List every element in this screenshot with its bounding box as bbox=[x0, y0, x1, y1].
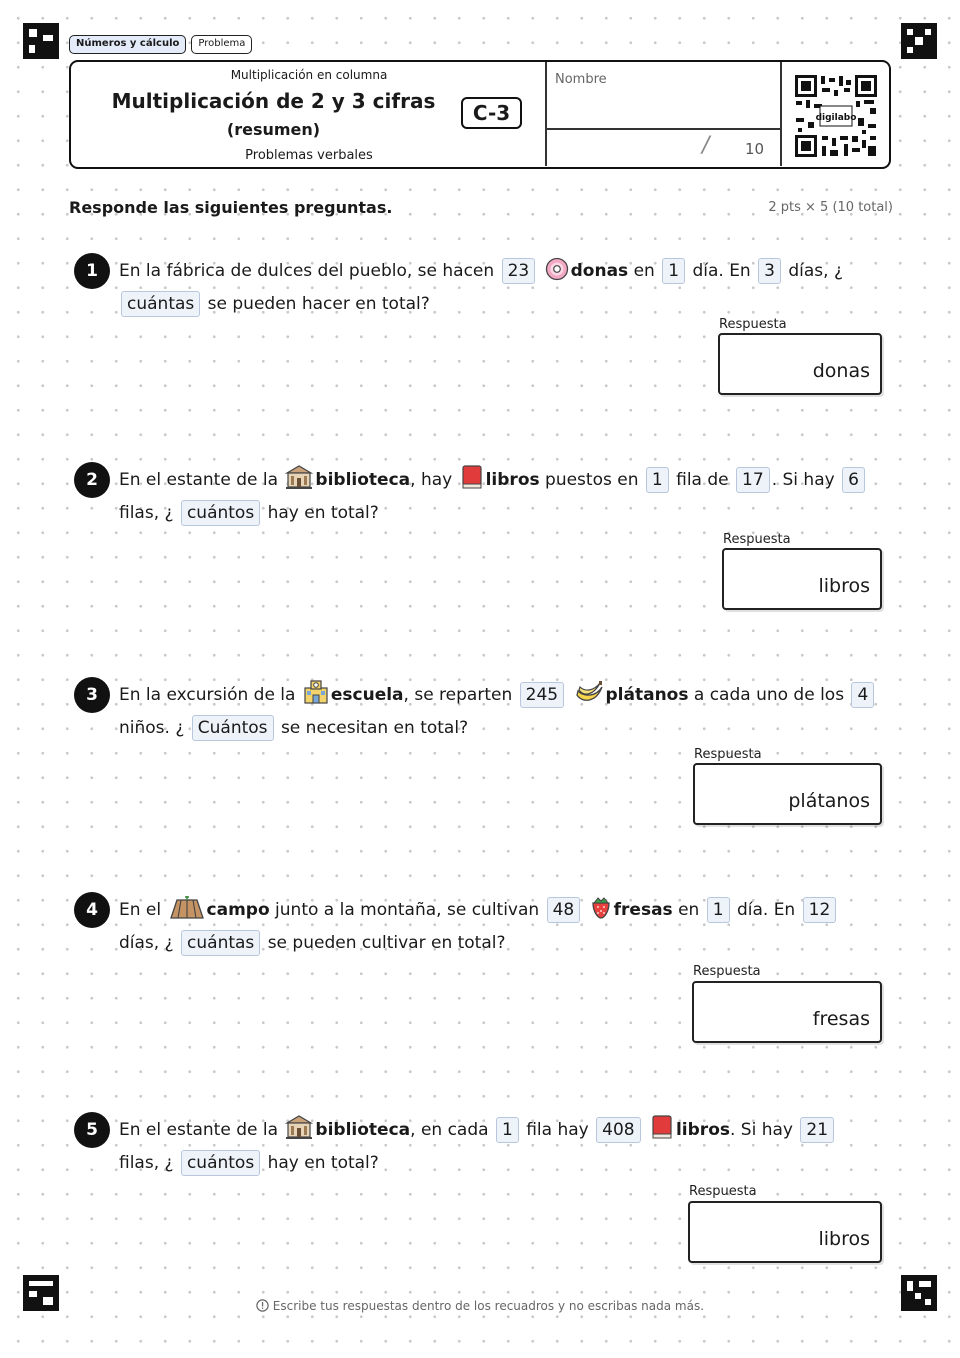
library-icon bbox=[285, 464, 313, 490]
worksheet-code-badge: C-3 bbox=[461, 97, 522, 129]
strawberry-icon bbox=[590, 894, 612, 920]
header-divider bbox=[545, 128, 781, 130]
item-word: fresas bbox=[613, 900, 673, 920]
question-word: cuántos bbox=[181, 500, 260, 526]
answer-box[interactable] bbox=[692, 981, 882, 1043]
answer-unit: fresas bbox=[812, 1008, 870, 1030]
problem-number: 3 bbox=[74, 677, 110, 713]
text-segment: En el estante de la bbox=[119, 1120, 279, 1140]
text-segment: en bbox=[678, 900, 700, 920]
text-segment: días, ¿ bbox=[119, 933, 174, 953]
item-word: libros bbox=[485, 470, 540, 490]
number-box: 6 bbox=[842, 467, 865, 493]
answer-unit: libros bbox=[818, 1228, 870, 1250]
header-category: Problemas verbales bbox=[245, 148, 373, 163]
banana-icon bbox=[574, 679, 604, 705]
qr-label: digilabo bbox=[815, 113, 857, 123]
place-word: biblioteca bbox=[315, 1120, 411, 1140]
text-segment: En la fábrica de dulces del pueblo, se hacen bbox=[119, 261, 495, 281]
number-box: 1 bbox=[646, 467, 669, 493]
header-divider bbox=[545, 62, 547, 166]
number-box: 17 bbox=[736, 467, 770, 493]
points-info: 2 pts × 5 (10 total) bbox=[768, 200, 893, 215]
number-box: 408 bbox=[596, 1117, 640, 1143]
text-segment: En el estante de la bbox=[119, 470, 279, 490]
book-icon bbox=[460, 464, 484, 490]
book-icon bbox=[650, 1114, 674, 1140]
number-box: 1 bbox=[662, 258, 685, 284]
answer-unit: donas bbox=[812, 360, 870, 382]
item-word: plátanos bbox=[605, 685, 689, 705]
text-segment: En el bbox=[119, 900, 162, 920]
place-word: escuela bbox=[330, 685, 404, 705]
library-icon bbox=[285, 1114, 313, 1140]
item-word: donas bbox=[570, 261, 629, 281]
number-box: 23 bbox=[502, 258, 536, 284]
answer-label: Respuesta bbox=[719, 317, 787, 332]
number-box: 48 bbox=[547, 897, 581, 923]
text-segment: junto a la montaña, se cultivan bbox=[275, 900, 540, 920]
donut-icon bbox=[545, 257, 569, 281]
problem-number: 4 bbox=[74, 892, 110, 928]
text-segment: , en cada bbox=[410, 1120, 489, 1140]
answer-box[interactable] bbox=[693, 763, 882, 825]
tag-numbers: Números y cálculo bbox=[69, 35, 186, 54]
text-segment: día. En bbox=[736, 900, 796, 920]
corner-marker-top-right bbox=[901, 23, 937, 59]
text-segment: filas, ¿ bbox=[119, 503, 174, 523]
corner-marker-top-left bbox=[23, 23, 59, 59]
problem-text bbox=[119, 894, 879, 960]
number-box: 12 bbox=[803, 897, 837, 923]
tag-row bbox=[69, 35, 252, 54]
answer-unit: plátanos bbox=[788, 790, 870, 812]
info-icon bbox=[256, 1299, 269, 1312]
footer-text: Escribe tus respuestas dentro de los recuadros y no escribas nada más. bbox=[272, 1299, 705, 1313]
name-field-label: Nombre bbox=[555, 72, 607, 87]
number-box: 3 bbox=[758, 258, 781, 284]
question-word: Cuántos bbox=[192, 715, 274, 741]
item-word: libros bbox=[675, 1120, 730, 1140]
text-segment: puestos en bbox=[545, 470, 639, 490]
text-segment: . Si hay bbox=[730, 1120, 793, 1140]
answer-box[interactable] bbox=[718, 333, 882, 395]
text-segment: días, ¿ bbox=[788, 261, 843, 281]
answer-label: Respuesta bbox=[689, 1184, 757, 1199]
problem-text bbox=[119, 679, 879, 745]
question-word: cuántas bbox=[181, 930, 260, 956]
answer-label: Respuesta bbox=[723, 532, 791, 547]
number-box: 1 bbox=[707, 897, 730, 923]
page-title: Multiplicación de 2 y 3 cifras bbox=[111, 89, 436, 113]
text-segment: filas, ¿ bbox=[119, 1153, 174, 1173]
answer-box[interactable] bbox=[688, 1201, 882, 1263]
answer-label: Respuesta bbox=[694, 747, 762, 762]
tag-problem: Problema bbox=[191, 35, 252, 54]
problem-number: 2 bbox=[74, 462, 110, 498]
place-word: biblioteca bbox=[315, 470, 411, 490]
problem-text bbox=[119, 255, 879, 321]
answer-label: Respuesta bbox=[693, 964, 761, 979]
text-segment: se pueden hacer en total? bbox=[207, 294, 430, 314]
problem-text bbox=[119, 464, 879, 530]
problem-number: 5 bbox=[74, 1112, 110, 1148]
answer-box[interactable] bbox=[722, 548, 882, 610]
qr-code bbox=[794, 74, 878, 158]
text-segment: se necesitan en total? bbox=[280, 718, 469, 738]
text-segment: fila hay bbox=[526, 1120, 589, 1140]
problem-number: 1 bbox=[74, 253, 110, 289]
question-word: cuántas bbox=[121, 291, 200, 317]
text-segment: hay en total? bbox=[267, 503, 379, 523]
number-box: 1 bbox=[496, 1117, 519, 1143]
page-title-suffix: (resumen) bbox=[226, 120, 321, 139]
score-slash: / bbox=[702, 133, 710, 158]
question-word: cuántos bbox=[181, 1150, 260, 1176]
header-divider bbox=[780, 62, 782, 166]
text-segment: en bbox=[633, 261, 655, 281]
number-box: 245 bbox=[520, 682, 564, 708]
text-segment: En la excursión de la bbox=[119, 685, 296, 705]
text-segment: a cada uno de los bbox=[693, 685, 845, 705]
school-icon bbox=[303, 679, 329, 705]
text-segment: fila de bbox=[676, 470, 729, 490]
worksheet-header bbox=[69, 60, 891, 169]
number-box: 4 bbox=[851, 682, 874, 708]
text-segment: niños. ¿ bbox=[119, 718, 185, 738]
header-subtitle: Multiplicación en columna bbox=[230, 68, 388, 82]
footer-note bbox=[0, 1299, 960, 1313]
text-segment: se pueden cultivar en total? bbox=[267, 933, 506, 953]
instructions: Responde las siguientes preguntas. bbox=[69, 198, 393, 217]
text-segment: hay en total? bbox=[267, 1153, 379, 1173]
problem-text bbox=[119, 1114, 879, 1180]
place-word: campo bbox=[206, 900, 270, 920]
field-icon bbox=[169, 894, 205, 920]
answer-unit: libros bbox=[818, 575, 870, 597]
text-segment: día. En bbox=[692, 261, 751, 281]
number-box: 21 bbox=[800, 1117, 834, 1143]
text-segment: . Si hay bbox=[771, 470, 835, 490]
text-segment: , se reparten bbox=[403, 685, 513, 705]
text-segment: , hay bbox=[410, 470, 453, 490]
score-total: 10 bbox=[745, 140, 765, 158]
